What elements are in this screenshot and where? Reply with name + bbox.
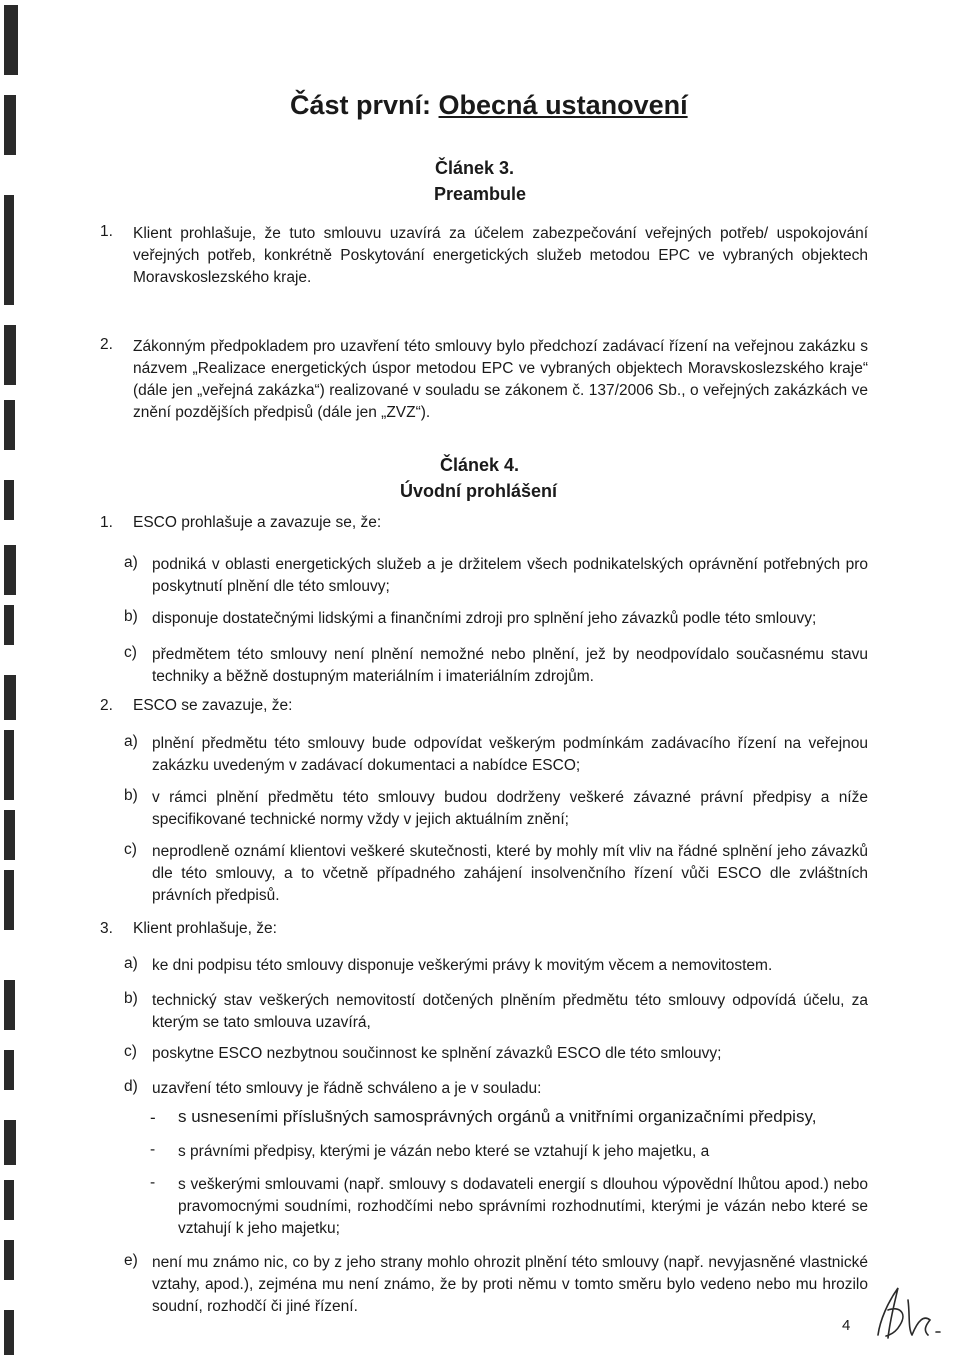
dash-item-label: - xyxy=(150,1174,156,1191)
part-heading-link: Obecná ustanovení xyxy=(438,90,688,120)
section-2-intro: ESCO se zavazuje, že: xyxy=(133,697,293,714)
list-item-text: ke dni podpisu této smlouvy disponuje veškerými právy k movitým věcem a nemovitostem. xyxy=(152,957,773,974)
list-item-text: plnění předmětu této smlouvy bude odpovídat veškerým podmínkám zadávacího řízení na veřejnou zakázku uvedeným v zadávací dokumentaci a nabídce ESCO; xyxy=(152,735,868,774)
dash-item-text: s usneseními příslušných samosprávných orgánů a vnitřními organizačními předpisy, xyxy=(178,1107,817,1126)
scan-binding-marks xyxy=(0,0,28,1370)
list-item-label: d) xyxy=(124,1078,138,1095)
article-3-title: Článek 3. xyxy=(435,158,515,178)
list-item-text: technický stav veškerých nemovitostí dotčených plněním předmětu této smlouvy odpovídá účelu, za kterým se tato smlouva uzavírá, xyxy=(152,992,868,1031)
section-1-intro: ESCO prohlašuje a zavazuje se, že: xyxy=(133,514,382,531)
article-3-p2-number: 2. xyxy=(100,336,113,353)
list-item-label: b) xyxy=(124,787,138,804)
list-item-label: c) xyxy=(124,1043,137,1060)
section-3-number: 3. xyxy=(100,920,113,937)
dash-item-text: s právními předpisy, kterými je vázán nebo které se vztahují k jeho majetku, a xyxy=(178,1143,710,1160)
signature-initials xyxy=(868,1280,948,1350)
list-item-label: c) xyxy=(124,644,137,661)
list-item-text: podniká v oblasti energetických služeb a je držitelem všech podnikatelských oprávnění potřebných pro poskytnutí plnění dle této smlouvy; xyxy=(152,556,868,595)
article-3-p1-number: 1. xyxy=(100,223,113,240)
article-4-subtitle: Úvodní prohlášení xyxy=(400,481,558,501)
list-item-label: a) xyxy=(124,955,138,972)
list-item-text: disponuje dostatečnými lidskými a finančními zdroji pro splnění jeho závazků podle této smlouvy; xyxy=(152,610,817,627)
article-3-subtitle: Preambule xyxy=(434,184,527,204)
part-heading xyxy=(290,90,688,121)
list-item-text: není mu známo nic, co by z jeho strany mohlo ohrozit plnění této smlouvy (např. nevyjasněné vlastnické vztahy, apod.), zejména mu není známo, že by proti němu v tomto směru bylo vedeno nebo mu hrozilo soudní, rozhodčí či jiné řízení. xyxy=(152,1254,868,1315)
list-item-text: v rámci plnění předmětu této smlouvy budou dodrženy veškeré závazné právní předpisy a níže specifikované technické normy vždy v jejich aktuálním znění; xyxy=(152,789,868,828)
section-1-number: 1. xyxy=(100,514,113,531)
list-item-label: c) xyxy=(124,841,137,858)
dash-item-text: s veškerými smlouvami (např. smlouvy s dodavateli energií s dlouhou výpovědní lhůtou apod.) nebo pravomocnými soudními, rozhodčími nebo správními rozhodnutími, kterými je vázán nebo které se vztahují k jeho majetku; xyxy=(178,1176,868,1237)
section-2-number: 2. xyxy=(100,697,113,714)
dash-item-label: - xyxy=(150,1108,156,1127)
list-item-text: předmětem této smlouvy není plnění nemožné nebo plnění, jež by neodpovídalo současnému stavu techniky a běžně dostupným materiálním i imateriálním zdrojům. xyxy=(152,646,868,685)
section-3-intro: Klient prohlašuje, že: xyxy=(133,920,277,937)
list-item-label: a) xyxy=(124,733,138,750)
list-item-text: neprodleně oznámí klientovi veškeré skutečnosti, které by mohly mít vliv na řádné splnění jeho závazků dle této smlouvy, a to včetně případného zahájení insolvenčního řízení vůči ESCO dle zvláštních právních předpisů. xyxy=(152,843,868,904)
list-item-label: b) xyxy=(124,608,138,625)
list-item-label: a) xyxy=(124,554,138,571)
list-item-text: uzavření této smlouvy je řádně schváleno a je v souladu: xyxy=(152,1080,542,1097)
dash-item-label: - xyxy=(150,1141,156,1158)
list-item-label: b) xyxy=(124,990,138,1007)
article-3-p2-text: Zákonným předpokladem pro uzavření této smlouvy bylo předchozí zadávací řízení na veřejnou zakázku s názvem „Realizace energetických úspor metodou EPC ve vybraných objektech Moravskoslezského kraje“ (dále jen „veřejná zakázka“) realizované v souladu se zákonem č. 137/2006 Sb., o veřejných zakázkách ve znění pozdějších předpisů (dále jen „ZVZ“). xyxy=(133,338,868,421)
part-heading-prefix: Část první: xyxy=(290,90,439,120)
page-number: 4 xyxy=(842,1317,851,1334)
article-3-p1-text: Klient prohlašuje, že tuto smlouvu uzavírá za účelem zabezpečování veřejných potřeb/ uspokojování veřejných potřeb, konkrétně Poskytování energetických služeb metodou EPC ve vybraných objektech Moravskoslezského kraje. xyxy=(133,225,868,286)
list-item-label: e) xyxy=(124,1252,138,1269)
article-4-title: Článek 4. xyxy=(440,455,520,475)
list-item-text: poskytne ESCO nezbytnou součinnost ke splnění závazků ESCO dle této smlouvy; xyxy=(152,1045,722,1062)
